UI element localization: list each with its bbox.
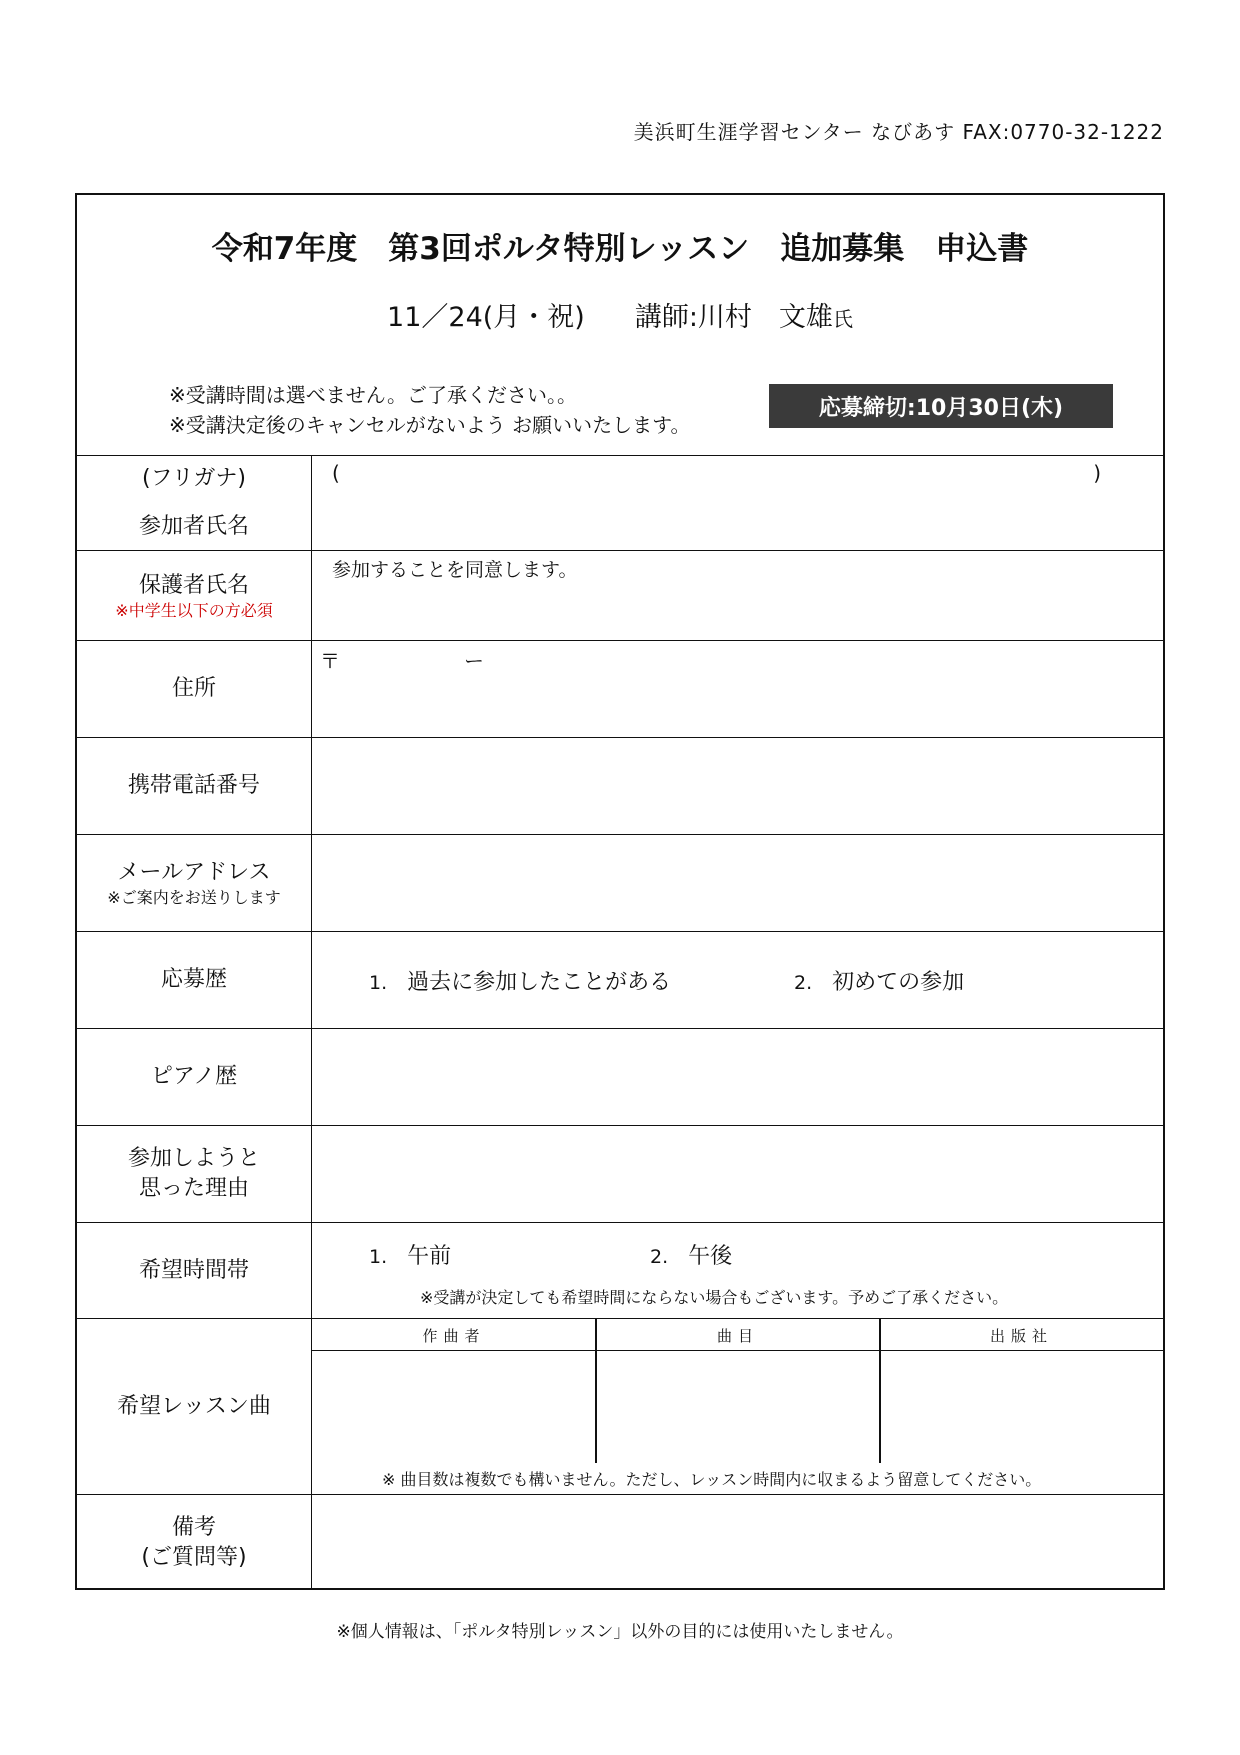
col-divider <box>595 1319 597 1463</box>
row-history <box>77 932 1163 1029</box>
label-guardian-required: ※中学生以下の方必須 <box>115 600 273 620</box>
furigana-close-paren: ) <box>1093 461 1101 485</box>
time-option-am[interactable]: 1. 午前 <box>369 1244 452 1269</box>
application-form <box>75 193 1165 1590</box>
note-line: ※受講決定後のキャンセルがないよう お願いいたします。 <box>169 413 691 437</box>
label-history: 応募歴 <box>77 932 312 1028</box>
deadline-badge: 応募締切:10月30日(木) <box>769 384 1113 428</box>
label-remarks: 備考 (ご質問等) <box>77 1495 312 1590</box>
privacy-note: ※個人情報は、「ポルタ特別レッスン」以外の目的には使用いたしません。 <box>336 1622 904 1642</box>
label-piano: ピアノ歴 <box>77 1029 312 1125</box>
lecturer-suffix: 氏 <box>832 307 853 331</box>
lecturer-name: 講師:川村 文雄 <box>634 302 833 333</box>
phone-field[interactable] <box>312 738 1163 834</box>
email-field[interactable] <box>312 835 1163 931</box>
col-title: 曲目 <box>716 1326 759 1345</box>
remarks-field[interactable] <box>312 1495 1163 1590</box>
row-piano <box>77 1029 1163 1126</box>
row-reason <box>77 1126 1163 1223</box>
song-table-header <box>312 1319 1163 1351</box>
label-participant: 参加者氏名 <box>138 513 249 539</box>
row-remarks <box>77 1495 1163 1590</box>
history-field <box>312 932 1163 1028</box>
label-song: 希望レッスン曲 <box>77 1319 312 1494</box>
history-option-1[interactable]: 1. 過去に参加したことがある <box>369 970 672 995</box>
event-date: 11／24(月・祝) <box>387 302 585 333</box>
label-email-text: メールアドレス <box>117 860 271 885</box>
label-address: 住所 <box>77 641 312 737</box>
row-guardian <box>77 551 1163 641</box>
history-option-2[interactable]: 2. 初めての参加 <box>794 970 965 995</box>
sender-info: 美浜町生涯学習センター なびあす FAX:0770-32-1222 <box>633 120 1164 144</box>
label-guardian <box>77 551 312 640</box>
time-note: ※受講が決定しても希望時間にならない場合もございます。予めご了承ください。 <box>420 1288 1009 1307</box>
col-composer: 作曲者 <box>422 1326 486 1345</box>
note-line: ※受講時間は選べません。ご了承ください。。 <box>169 383 577 407</box>
time-field <box>312 1223 1163 1318</box>
row-phone <box>77 738 1163 835</box>
song-table <box>312 1319 1163 1494</box>
postal-dash: ー <box>464 649 484 673</box>
guardian-consent-text: 参加することを同意します。 <box>332 559 578 581</box>
reason-field[interactable] <box>312 1126 1163 1222</box>
row-time <box>77 1223 1163 1319</box>
time-option-pm[interactable]: 2. 午後 <box>650 1244 733 1269</box>
label-time: 希望時間帯 <box>77 1223 312 1318</box>
row-address <box>77 641 1163 738</box>
postal-mark: 〒 <box>320 649 340 673</box>
label-reason: 参加しようと 思った理由 <box>77 1126 312 1222</box>
label-phone: 携帯電話番号 <box>77 738 312 834</box>
row-song <box>77 1319 1163 1495</box>
guardian-field[interactable] <box>312 551 1163 640</box>
label-name <box>77 455 312 550</box>
address-field[interactable] <box>312 641 1163 737</box>
label-furigana: (フリガナ) <box>141 465 247 491</box>
row-name <box>77 455 1163 551</box>
notes <box>169 380 691 440</box>
form-title: 令和7年度 第3回ポルタ特別レッスン 追加募集 申込書 <box>211 231 1029 267</box>
col-publisher: 出版社 <box>989 1326 1053 1345</box>
label-guardian-text: 保護者氏名 <box>138 572 249 598</box>
form-header <box>77 195 1163 456</box>
name-field[interactable] <box>312 455 1163 550</box>
song-note: ※ 曲目数は複数でも構いません。ただし、レッスン時間内に収まるよう留意してください。 <box>382 1470 1042 1489</box>
label-email <box>77 835 312 931</box>
row-email <box>77 835 1163 932</box>
event-info <box>77 295 1163 334</box>
col-divider <box>879 1319 881 1463</box>
piano-field[interactable] <box>312 1029 1163 1125</box>
furigana-open-paren: ( <box>332 461 340 485</box>
label-email-note: ※ご案内をお送りします <box>107 888 281 907</box>
